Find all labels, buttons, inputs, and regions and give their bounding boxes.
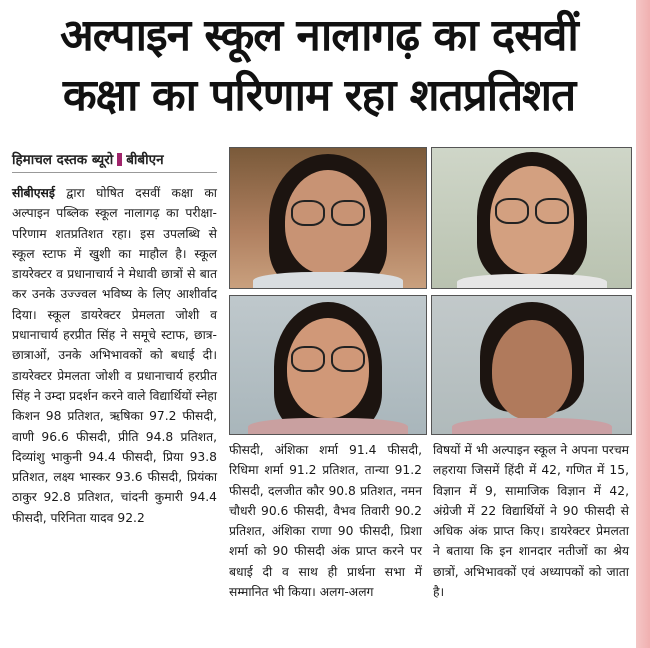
article-column-2-text: फीसदी, अंशिका शर्मा 91.4 फीसदी, रिधिमा शर्मा 91.2 प्रतिशत, तान्या 91.2 फीसदी, दलजीत कौर 90.8 प्रतिशत, नमन चौधरी 90.6 फीसदी, वैभव तिवारी 90.2 प्रतिशत, अंशिका राणा 90 फीसदी, प्रिशा शर्मा को 90 फीसदी अंक प्राप्त करने पर बधाई दी व साथ ही प्रार्थना सभा में सम्मानित भी किया। अलग-अलग (229, 443, 422, 600)
headline-line-1: अल्पाइन स्कूल नालागढ़ का दसवीं (60, 10, 578, 61)
article-column-3-text: विषयों में भी अल्पाइन स्कूल ने अपना परचम लहराया जिसमें हिंदी में 42, गणित में 15, विज्ञान में 9, सामाजिक विज्ञान में 42, अंग्रेजी में 22 विद्यार्थियों ने 90 फीसदी से अधिक अंक प्राप्त किए। डायरेक्टर प्रेमलता ने बताया कि इन शानदार नतीजों का श्रेय छात्रों, अभिभावकों एवं अध्यापकों को जाता है। (433, 443, 629, 600)
photo-2-shirt (457, 274, 607, 289)
article-column-1-text: द्वारा घोषित दसवीं कक्षा का अल्पाइन पब्लिक स्कूल नालागढ़ का परीक्षा-परिणाम शतप्रतिशत रहा। इस उपलब्धि से स्कूल स्टाफ में खुशी का माहौल है। स्कूल डायरेक्टर व प्रधानाचार्य ने मेधावी छात्रों से बात कर उनके उज्ज्वल भविष्य के लिए आशीर्वाद दिया। स्कूल डायरेक्टर प्रेमलता जोशी व प्रधानाचार्य हरप्रीत सिंह ने समूचे स्टाफ, छात्र-छात्राओं, उनके अभिभावकों को बधाई दी। डायरेक्टर प्रेमलता जोशी व प्रधानाचार्य हरप्रीत सिंह ने उम्दा प्रदर्शन करने वाले विद्यार्थियों स्नेहा किशन 98 प्रतिशत, ऋषिका 97.2 फीसदी, वाणी 96.6 फीसदी, प्रीति 94.8 प्रतिशत, दिव्यांशु भाकुनी 94.4 फीसदी, प्रिया 93.8 प्रतिशत, लक्ष्य भास्कर 93.6 फीसदी, प्रियंका ठाकुर 92.8 प्रतिशत, चांदनी कुमारी 94.4 फीसदी, परिनिता यादव 92.2 (12, 186, 217, 525)
student-photo-1 (229, 147, 427, 289)
headline (8, 6, 630, 126)
photo-4-shirt (452, 418, 612, 435)
page-side-border (636, 0, 650, 648)
article-column-1 (12, 183, 217, 528)
photo-2-glasses (492, 198, 572, 228)
student-photo-4 (431, 295, 632, 435)
byline-separator (117, 153, 122, 166)
photo-3-glasses (288, 346, 368, 376)
byline (12, 150, 164, 168)
photo-1-glasses (288, 200, 368, 230)
article-column-2 (229, 440, 422, 602)
student-photo-2 (431, 147, 632, 289)
student-photo-3 (229, 295, 427, 435)
byline-location: बीबीएन (126, 152, 164, 168)
byline-bureau: हिमाचल दस्तक ब्यूरो (12, 152, 114, 168)
photo-1-shirt (253, 272, 403, 289)
byline-rule (12, 172, 217, 173)
photo-3-shirt (248, 418, 408, 435)
headline-line-2: कक्षा का परिणाम रहा शतप्रतिशत (62, 70, 576, 121)
photo-4-face (492, 320, 572, 420)
article-lead-word: सीबीएसई (12, 186, 55, 200)
article-column-3 (433, 440, 629, 602)
